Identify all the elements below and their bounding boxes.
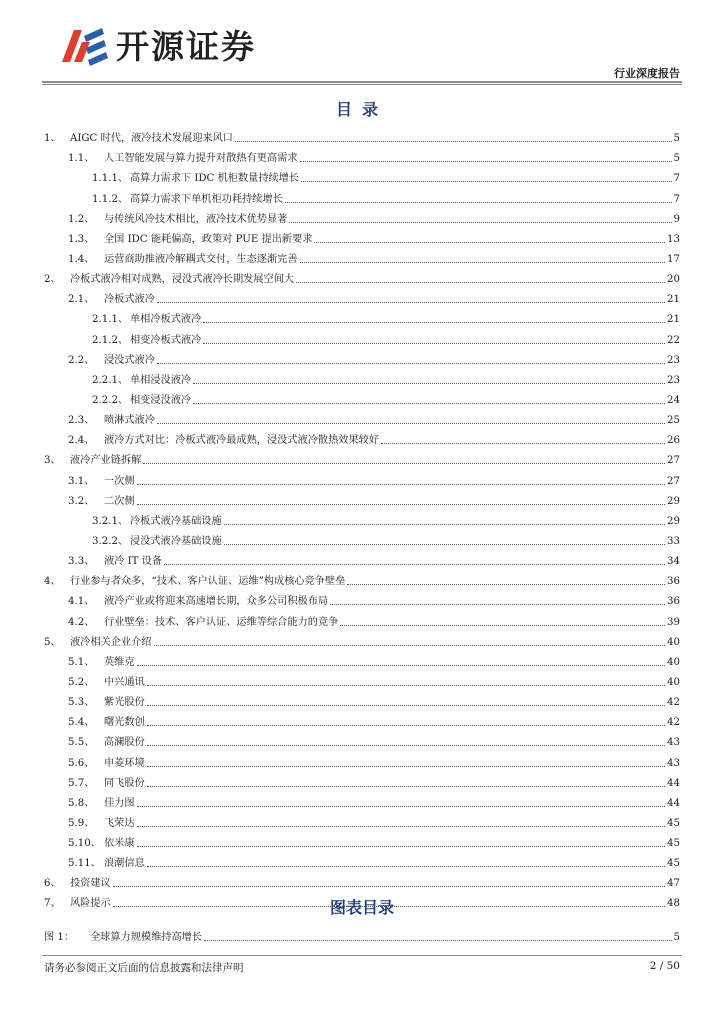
toc-entry[interactable] <box>44 286 680 306</box>
toc-entry-title: 风险提示 <box>70 898 111 910</box>
toc-entry-number: 2、 <box>44 274 61 286</box>
toc-entry[interactable] <box>44 226 680 246</box>
toc-entry-page: 27 <box>667 475 680 487</box>
toc-entry-leader <box>193 403 665 404</box>
toc-entry-title: 液冷 IT 设备 <box>104 556 163 568</box>
figure-entry-page: 5 <box>673 932 680 944</box>
toc-entry[interactable] <box>44 709 680 729</box>
toc-entry[interactable] <box>44 749 680 769</box>
toc-entry-number: 3.1、 <box>68 475 95 487</box>
toc-entry-title: 高澜股份 <box>104 737 145 749</box>
toc-entry-title: 英维克 <box>104 656 135 668</box>
toc-entry-leader <box>340 625 665 626</box>
toc-entry[interactable] <box>44 246 680 266</box>
toc-entry-number: 2.3、 <box>68 415 95 427</box>
toc-entry-title: 行业壁垒：技术、客户认证、运维等综合能力的竞争 <box>104 616 339 628</box>
toc-entry-leader <box>381 443 665 444</box>
toc-entry-leader <box>147 725 665 726</box>
toc-entry-number: 1.2、 <box>68 213 95 225</box>
toc-entry-leader <box>203 322 665 323</box>
toc-entry[interactable] <box>44 125 680 145</box>
toc-entry-page: 17 <box>667 253 680 265</box>
toc-entry-number: 7、 <box>44 898 61 910</box>
toc-entry-title: 依米康 <box>104 838 135 850</box>
toc-entry-title: 行业参与者众多，“技术、客户认证、运维”构成核心竞争壁垒 <box>70 576 346 588</box>
toc-entry[interactable] <box>44 306 680 326</box>
toc-entry-leader <box>154 645 666 646</box>
toc-entry-leader <box>157 363 665 364</box>
toc-entry-title: 冷板式液冷相对成熟，浸没式液冷长期发展空间大 <box>70 274 295 286</box>
toc-entry-page: 45 <box>667 817 680 829</box>
toc-entry-title: 曙光数创 <box>104 717 145 729</box>
toc-entry-page: 40 <box>667 676 680 688</box>
toc-entry[interactable] <box>44 185 680 205</box>
toc-entry-leader <box>147 866 665 867</box>
toc-entry[interactable] <box>44 810 680 830</box>
toc-entry-title: 同飞股份 <box>104 777 145 789</box>
toc-entry-number: 1.1.1、 <box>92 173 129 185</box>
toc-entry-number: 5.8、 <box>68 797 95 809</box>
toc-entry-page: 43 <box>667 737 680 749</box>
toc-entry-leader <box>164 564 665 565</box>
header-divider-thin <box>42 84 682 85</box>
toc-entry[interactable] <box>44 427 680 447</box>
toc-entry-page: 23 <box>667 354 680 366</box>
toc-entry-title: 中兴通讯 <box>104 676 145 688</box>
toc-entry[interactable] <box>44 568 680 588</box>
footer-disclaimer: 请务必参阅正文后面的信息披露和法律声明 <box>44 962 244 974</box>
toc-entry-number: 2.1.1、 <box>92 314 129 326</box>
toc-entry-leader <box>147 786 665 787</box>
toc-entry-page: 45 <box>667 838 680 850</box>
toc-entry-page: 43 <box>667 757 680 769</box>
figure-entry-number: 图 1： <box>44 932 75 944</box>
toc-entry-page: 40 <box>667 656 680 668</box>
toc-entry-page: 34 <box>667 556 680 568</box>
toc-entry-title: 运营商助推液冷解耦式交付，生态逐渐完善 <box>104 253 298 265</box>
toc-entry-number: 5.3、 <box>68 697 95 709</box>
figure-entry-title: 全球算力规模维持高增长 <box>90 932 203 944</box>
toc-entry-leader <box>314 242 665 243</box>
toc-entry-number: 2.4、 <box>68 435 95 447</box>
toc-entry-number: 5.10、 <box>68 838 101 850</box>
toc-entry[interactable] <box>44 790 680 810</box>
toc-entry-leader <box>147 705 665 706</box>
toc-entry-page: 25 <box>667 415 680 427</box>
toc-entry-title: 液冷产业或将迎来高速增长期，众多公司积极布局 <box>104 596 329 608</box>
toc-entry-title: 申菱环境 <box>104 757 145 769</box>
toc-entry-leader <box>300 262 665 263</box>
toc-entry-number: 3.2.2、 <box>92 535 129 547</box>
toc-entry-leader <box>147 685 665 686</box>
toc-entry-page: 5 <box>673 153 680 165</box>
toc-entry-title: 二次侧 <box>104 495 135 507</box>
toc-entry-page: 24 <box>667 394 680 406</box>
toc-entry[interactable] <box>44 165 680 185</box>
toc-entry-title: 冷板式液冷基础设施 <box>130 515 222 527</box>
toc-entry-leader <box>203 343 665 344</box>
toc-entry-leader <box>143 463 665 464</box>
toc-entry-title: 全国 IDC 能耗偏高，政策对 PUE 提出新要求 <box>104 233 313 245</box>
toc-entry-number: 5.7、 <box>68 777 95 789</box>
toc-entry-number: 6、 <box>44 878 61 890</box>
toc-entry-title: 浸没式液冷基础设施 <box>130 535 222 547</box>
toc-entry-number: 3.3、 <box>68 556 95 568</box>
toc-entry-number: 4.1、 <box>68 596 95 608</box>
toc-entry[interactable] <box>44 347 680 367</box>
toc-entry[interactable] <box>44 830 680 850</box>
toc-entry-page: 21 <box>667 314 680 326</box>
toc-entry-title: 相变冷板式液冷 <box>130 334 202 346</box>
toc-entry-number: 5.4、 <box>68 717 95 729</box>
toc-entry-page: 42 <box>667 717 680 729</box>
toc-entry-leader <box>137 484 665 485</box>
toc-entry[interactable] <box>44 367 680 387</box>
toc-entry-number: 2.2、 <box>68 354 95 366</box>
toc-list <box>44 125 680 910</box>
toc-entry-leader <box>157 302 665 303</box>
brand-logo <box>58 22 256 66</box>
toc-entry-title: 飞荣达 <box>104 817 135 829</box>
toc-entry[interactable] <box>44 548 680 568</box>
toc-entry-page: 36 <box>667 596 680 608</box>
toc-entry-leader <box>224 544 665 545</box>
toc-entry-number: 5、 <box>44 636 61 648</box>
toc-entry[interactable] <box>44 770 680 790</box>
toc-entry[interactable] <box>44 467 680 487</box>
toc-entry-page: 33 <box>667 535 680 547</box>
header-divider <box>42 81 682 83</box>
toc-entry-title: 高算力需求下 IDC 机柜数量持续增长 <box>130 173 300 185</box>
toc-entry-number: 1、 <box>44 133 61 145</box>
toc-entry-page: 42 <box>667 697 680 709</box>
toc-entry-leader <box>137 826 665 827</box>
toc-entry-page: 39 <box>667 616 680 628</box>
toc-entry[interactable] <box>44 689 680 709</box>
toc-entry-title: 液冷产业链拆解 <box>70 455 142 467</box>
toc-entry[interactable] <box>44 508 680 528</box>
toc-entry-number: 2.2.1、 <box>92 374 129 386</box>
figure-entry[interactable] <box>44 924 680 944</box>
toc-entry-leader <box>235 141 672 142</box>
toc-entry-leader <box>330 604 665 605</box>
toc-entry-number: 1.4、 <box>68 253 95 265</box>
toc-entry-leader <box>300 161 672 162</box>
toc-entry-page: 13 <box>667 233 680 245</box>
toc-entry-number: 2.1.2、 <box>92 334 129 346</box>
toc-entry-leader <box>147 745 665 746</box>
toc-entry[interactable] <box>44 206 680 226</box>
toc-entry-title: 液冷相关企业介绍 <box>70 636 152 648</box>
toc-entry-title: 液冷方式对比：冷板式液冷最成熟，浸没式液冷散热效果较好 <box>104 435 380 447</box>
figure-list <box>44 924 680 944</box>
toc-entry-title: 人工智能发展与算力提升对散热有更高需求 <box>104 153 298 165</box>
toc-entry-leader <box>289 222 671 223</box>
page-header <box>0 0 724 86</box>
brand-name: 开源证券 <box>116 26 256 66</box>
toc-entry-title: 紫光股份 <box>104 697 145 709</box>
toc-entry[interactable] <box>44 649 680 669</box>
toc-entry-number: 5.11、 <box>68 858 101 870</box>
toc-entry[interactable] <box>44 729 680 749</box>
toc-entry[interactable] <box>44 608 680 628</box>
toc-entry-leader <box>347 584 665 585</box>
toc-entry-leader <box>137 504 665 505</box>
toc-entry-title: AIGC 时代，液冷技术发展迎来风口 <box>70 133 233 145</box>
toc-entry-page: 47 <box>667 878 680 890</box>
footer-divider <box>42 955 682 956</box>
toc-entry-number: 5.1、 <box>68 656 95 668</box>
toc-entry-number: 5.2、 <box>68 676 95 688</box>
toc-entry[interactable] <box>44 266 680 286</box>
toc-entry-leader <box>147 766 665 767</box>
toc-entry-number: 1.1、 <box>68 153 95 165</box>
toc-entry-page: 21 <box>667 294 680 306</box>
toc-entry-number: 1.1.2、 <box>92 193 129 205</box>
toc-entry[interactable] <box>44 870 680 890</box>
toc-entry[interactable] <box>44 669 680 689</box>
toc-entry-leader <box>137 665 665 666</box>
toc-entry[interactable] <box>44 387 680 407</box>
toc-entry-number: 5.5、 <box>68 737 95 749</box>
toc-entry-leader <box>296 282 665 283</box>
toc-entry-title: 浸没式液冷 <box>104 354 155 366</box>
toc-entry-page: 36 <box>667 576 680 588</box>
toc-entry-leader <box>301 181 671 182</box>
toc-entry[interactable] <box>44 326 680 346</box>
toc-entry-number: 5.6、 <box>68 757 95 769</box>
toc-entry-page: 44 <box>667 797 680 809</box>
toc-entry-leader <box>193 383 665 384</box>
brand-logo-icon <box>58 22 110 66</box>
toc-entry-title: 冷板式液冷 <box>104 294 155 306</box>
toc-entry[interactable] <box>44 629 680 649</box>
toc-entry-number: 3.2.1、 <box>92 515 129 527</box>
toc-entry-page: 45 <box>667 858 680 870</box>
toc-entry[interactable] <box>44 145 680 165</box>
toc-entry[interactable] <box>44 488 680 508</box>
toc-entry-title: 浪潮信息 <box>104 858 145 870</box>
toc-entry-title: 佳力图 <box>104 797 135 809</box>
toc-entry-number: 4.2、 <box>68 616 95 628</box>
toc-entry-leader <box>224 524 665 525</box>
toc-entry-page: 9 <box>673 213 680 225</box>
toc-entry-number: 3.2、 <box>68 495 95 507</box>
toc-entry-page: 5 <box>673 133 680 145</box>
figure-entry-leader <box>204 940 671 941</box>
toc-entry-number: 4、 <box>44 576 61 588</box>
toc-entry[interactable] <box>44 850 680 870</box>
toc-entry-number: 5.9、 <box>68 817 95 829</box>
toc-entry-page: 20 <box>667 274 680 286</box>
toc-entry-page: 7 <box>673 173 680 185</box>
toc-entry-title: 喷淋式液冷 <box>104 415 155 427</box>
footer-page-number: 2 / 50 <box>649 960 680 972</box>
toc-entry[interactable] <box>44 588 680 608</box>
toc-entry-page: 22 <box>667 334 680 346</box>
toc-entry-page: 40 <box>667 636 680 648</box>
figure-list-title: 图表目录 <box>329 898 394 917</box>
toc-entry-title: 相变浸没液冷 <box>130 394 192 406</box>
toc-entry-number: 2.2.2、 <box>92 394 129 406</box>
toc-title: 目录 <box>335 100 388 119</box>
toc-entry-leader <box>137 806 665 807</box>
toc-entry-leader <box>157 423 665 424</box>
toc-entry-page: 29 <box>667 515 680 527</box>
toc-entry-title: 与传统风冷技术相比，液冷技术优势显著 <box>104 213 288 225</box>
toc-entry-title: 高算力需求下单机柜功耗持续增长 <box>130 193 283 205</box>
toc-entry-leader <box>285 202 672 203</box>
toc-entry-title: 单相浸没液冷 <box>130 374 192 386</box>
report-type: 行业深度报告 <box>614 67 680 80</box>
toc-entry-page: 27 <box>667 455 680 467</box>
toc-entry-leader <box>113 886 665 887</box>
toc-entry-title: 单相冷板式液冷 <box>130 314 202 326</box>
toc-entry-number: 1.3、 <box>68 233 95 245</box>
toc-entry-page: 26 <box>667 435 680 447</box>
toc-entry-page: 23 <box>667 374 680 386</box>
toc-entry-title: 投资建议 <box>70 878 111 890</box>
toc-entry[interactable] <box>44 407 680 427</box>
toc-entry-title: 一次侧 <box>104 475 135 487</box>
toc-entry[interactable] <box>44 528 680 548</box>
toc-entry-page: 29 <box>667 495 680 507</box>
toc-entry-page: 48 <box>667 898 680 910</box>
toc-entry-page: 44 <box>667 777 680 789</box>
toc-entry[interactable] <box>44 447 680 467</box>
toc-entry-number: 2.1、 <box>68 294 95 306</box>
toc-entry-page: 7 <box>673 193 680 205</box>
toc-entry-leader <box>137 846 665 847</box>
toc-entry-number: 3、 <box>44 455 61 467</box>
